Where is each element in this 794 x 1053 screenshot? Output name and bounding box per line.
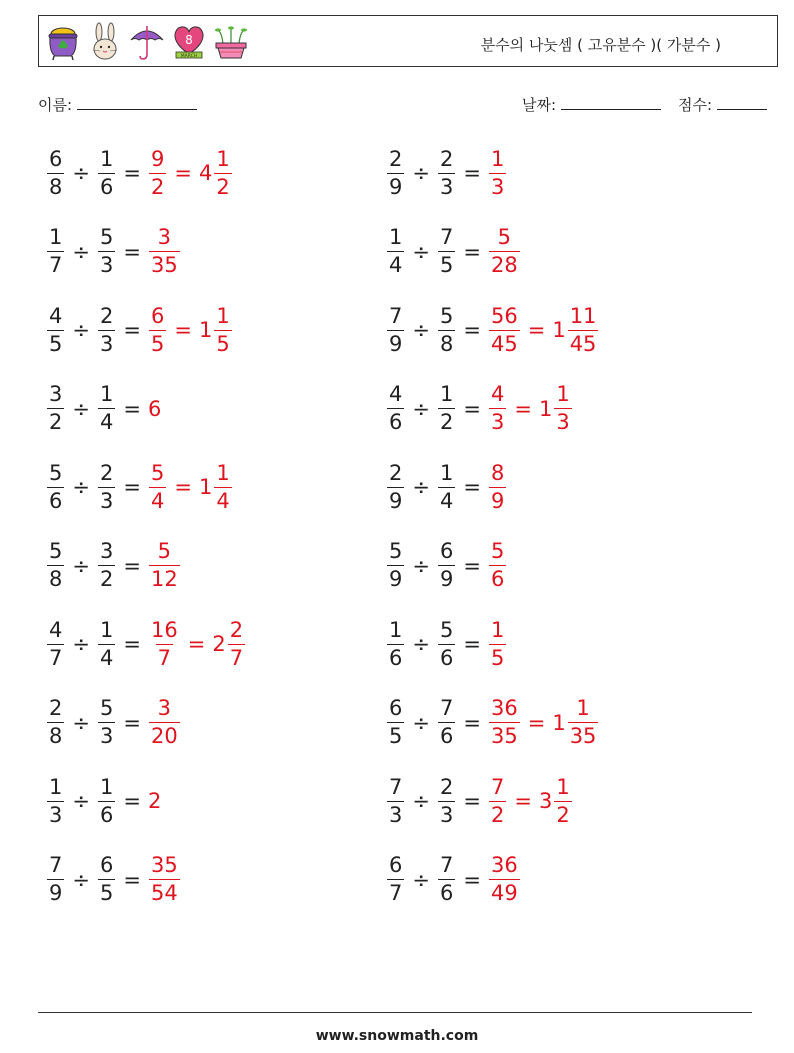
divide-sign: ÷ bbox=[412, 632, 430, 656]
answer-fraction-numerator: 9 bbox=[150, 146, 165, 171]
dividend-fraction bbox=[47, 146, 64, 199]
dividend-fraction-numerator: 1 bbox=[49, 225, 63, 249]
mixed-fraction-numerator: 1 bbox=[216, 146, 230, 171]
answer-fraction-denominator: 5 bbox=[490, 645, 505, 670]
header-icons bbox=[45, 22, 249, 62]
mixed-fraction-numerator: 1 bbox=[556, 382, 570, 406]
equals-sign: = bbox=[463, 475, 481, 499]
divide-sign: ÷ bbox=[412, 553, 430, 578]
divisor-fraction-denominator: 2 bbox=[99, 567, 114, 591]
equals-sign: = bbox=[123, 553, 141, 578]
bunny-icon bbox=[87, 22, 123, 62]
dividend-fraction-numerator: 3 bbox=[49, 382, 63, 406]
answer-fraction-denominator: 5 bbox=[150, 331, 165, 356]
divisor-fraction bbox=[98, 541, 115, 590]
problem-item bbox=[46, 692, 181, 754]
dividend-fraction-numerator: 2 bbox=[389, 146, 403, 171]
pot-of-gold-icon bbox=[45, 22, 81, 62]
answer-fraction-numerator: 6 bbox=[150, 303, 165, 328]
answer-fraction-numerator: 8 bbox=[490, 460, 505, 485]
answer-fraction bbox=[149, 227, 180, 276]
answer-fraction-numerator: 3 bbox=[157, 696, 172, 720]
answer-fraction-numerator: 16 bbox=[150, 617, 178, 642]
divisor-fraction-denominator: 6 bbox=[439, 724, 454, 748]
answer-fraction bbox=[489, 541, 506, 590]
dividend-fraction-denominator: 5 bbox=[389, 724, 403, 748]
mixed-whole: 1 bbox=[552, 318, 566, 342]
dividend-fraction-denominator: 3 bbox=[389, 802, 403, 827]
mixed-fraction-denominator: 4 bbox=[216, 488, 230, 513]
dividend-fraction-numerator: 2 bbox=[389, 460, 403, 485]
divisor-fraction-denominator: 6 bbox=[99, 174, 114, 199]
dividend-fraction bbox=[387, 855, 404, 904]
dividend-fraction-denominator: 8 bbox=[49, 174, 63, 199]
umbrella-icon bbox=[129, 22, 165, 62]
mixed-fraction-numerator: 1 bbox=[216, 303, 230, 328]
dividend-fraction bbox=[387, 303, 404, 356]
answer-fraction-numerator: 5 bbox=[497, 225, 512, 249]
answer-fraction bbox=[489, 460, 506, 513]
equals-sign: = bbox=[123, 161, 141, 185]
dividend-fraction bbox=[47, 774, 64, 827]
divide-sign: ÷ bbox=[72, 553, 90, 578]
divisor-fraction-denominator: 6 bbox=[439, 645, 454, 670]
answer-equals-sign: = bbox=[187, 632, 206, 656]
answer-fraction-denominator: 4 bbox=[150, 488, 165, 513]
dividend-fraction bbox=[47, 227, 64, 276]
divide-sign: ÷ bbox=[412, 239, 430, 264]
answer-fraction bbox=[149, 146, 166, 199]
divisor-fraction-denominator: 6 bbox=[439, 881, 454, 905]
dividend-fraction bbox=[387, 146, 404, 199]
divisor-fraction bbox=[98, 227, 115, 276]
divisor-fraction bbox=[98, 617, 115, 670]
answer-fraction-denominator: 2 bbox=[150, 174, 165, 199]
dividend-fraction-denominator: 9 bbox=[49, 881, 63, 905]
equals-sign: = bbox=[463, 789, 481, 813]
answer-fraction bbox=[149, 617, 180, 670]
answer-fraction-numerator: 3 bbox=[157, 225, 172, 249]
problem-item bbox=[386, 849, 521, 911]
dividend-fraction bbox=[47, 384, 64, 433]
divisor-fraction-numerator: 7 bbox=[439, 853, 454, 877]
answer-fraction-denominator: 7 bbox=[157, 645, 172, 670]
divide-sign: ÷ bbox=[412, 867, 430, 892]
divisor-fraction-numerator: 6 bbox=[439, 539, 454, 563]
divisor-fraction bbox=[98, 460, 115, 513]
equals-sign: = bbox=[463, 161, 481, 185]
divide-sign: ÷ bbox=[412, 710, 430, 735]
dividend-fraction bbox=[387, 698, 404, 747]
dividend-fraction-numerator: 7 bbox=[389, 303, 403, 328]
dividend-fraction-numerator: 5 bbox=[49, 539, 63, 563]
divide-sign: ÷ bbox=[72, 239, 90, 264]
answer-fraction bbox=[489, 227, 520, 276]
mixed-whole: 1 bbox=[552, 710, 566, 735]
problem-item bbox=[386, 692, 599, 754]
divisor-fraction-denominator: 8 bbox=[439, 331, 454, 356]
score-field bbox=[678, 94, 767, 115]
equals-sign: = bbox=[123, 239, 141, 264]
answer-fraction-denominator: 45 bbox=[490, 331, 518, 356]
divide-sign: ÷ bbox=[72, 475, 90, 499]
answer-fraction-numerator: 7 bbox=[490, 774, 505, 799]
score-label: 점수: bbox=[678, 96, 713, 114]
divisor-fraction bbox=[98, 774, 115, 827]
mixed-fraction bbox=[554, 384, 571, 433]
answer-fraction-denominator: 2 bbox=[490, 802, 505, 827]
problem-item bbox=[386, 456, 507, 518]
mixed-fraction bbox=[568, 303, 599, 356]
dividend-fraction-numerator: 1 bbox=[389, 617, 403, 642]
answer-fraction bbox=[489, 774, 506, 827]
divisor-fraction bbox=[98, 855, 115, 904]
mixed-fraction-denominator: 2 bbox=[216, 174, 230, 199]
equals-sign: = bbox=[123, 396, 141, 421]
mixed-fraction-denominator: 2 bbox=[556, 802, 570, 827]
divisor-fraction-denominator: 5 bbox=[439, 253, 454, 277]
equals-sign: = bbox=[123, 475, 141, 499]
divisor-fraction-numerator: 7 bbox=[439, 225, 454, 249]
mixed-fraction bbox=[228, 617, 245, 670]
divisor-fraction-denominator: 3 bbox=[99, 331, 114, 356]
divide-sign: ÷ bbox=[412, 161, 430, 185]
answer-fraction-numerator: 56 bbox=[490, 303, 518, 328]
divisor-fraction-denominator: 3 bbox=[439, 174, 454, 199]
answer-fraction bbox=[149, 460, 166, 513]
divide-sign: ÷ bbox=[72, 789, 90, 813]
answer-equals-sign: = bbox=[174, 475, 192, 499]
problem-item bbox=[46, 456, 233, 518]
answer-whole: 6 bbox=[147, 396, 162, 421]
dividend-fraction bbox=[387, 617, 404, 670]
header-box bbox=[38, 15, 778, 67]
dividend-fraction-numerator: 4 bbox=[49, 303, 63, 328]
equals-sign: = bbox=[463, 396, 481, 421]
problem-item bbox=[46, 535, 181, 597]
divisor-fraction-numerator: 1 bbox=[99, 146, 114, 171]
problem-item bbox=[386, 770, 573, 832]
mixed-whole: 1 bbox=[198, 475, 213, 499]
sprout-planter-icon bbox=[213, 22, 249, 62]
divisor-fraction-denominator: 3 bbox=[99, 724, 114, 748]
divisor-fraction-numerator: 1 bbox=[439, 460, 454, 485]
dividend-fraction-denominator: 6 bbox=[49, 488, 63, 513]
dividend-fraction bbox=[387, 384, 404, 433]
mixed-fraction bbox=[214, 146, 231, 199]
divisor-fraction-numerator: 7 bbox=[439, 696, 454, 720]
dividend-fraction bbox=[47, 698, 64, 747]
equals-sign: = bbox=[463, 239, 481, 264]
divisor-fraction bbox=[438, 227, 455, 276]
answer-fraction bbox=[149, 698, 180, 747]
answer-fraction-numerator: 36 bbox=[490, 853, 518, 877]
mixed-fraction bbox=[214, 460, 231, 513]
dividend-fraction-denominator: 7 bbox=[49, 645, 63, 670]
mixed-fraction-denominator: 7 bbox=[229, 645, 244, 670]
answer-fraction-denominator: 35 bbox=[490, 724, 518, 748]
dividend-fraction-denominator: 3 bbox=[49, 802, 63, 827]
divide-sign: ÷ bbox=[72, 632, 90, 656]
divide-sign: ÷ bbox=[72, 318, 90, 342]
dividend-fraction-denominator: 7 bbox=[389, 881, 403, 905]
page-title: 분수의 나눗셈 ( 고유분수 )( 가분수 ) bbox=[480, 36, 721, 54]
equals-sign: = bbox=[123, 867, 141, 892]
divide-sign: ÷ bbox=[72, 396, 90, 421]
divisor-fraction-numerator: 5 bbox=[439, 303, 454, 328]
divisor-fraction bbox=[438, 384, 455, 433]
divisor-fraction-numerator: 2 bbox=[99, 303, 114, 328]
divisor-fraction bbox=[438, 855, 455, 904]
answer-fraction bbox=[149, 541, 180, 590]
mixed-whole: 1 bbox=[538, 396, 553, 421]
divisor-fraction-numerator: 2 bbox=[439, 774, 454, 799]
problem-item bbox=[46, 299, 233, 361]
answer-equals-sign: = bbox=[527, 710, 546, 735]
divisor-fraction bbox=[438, 146, 455, 199]
mixed-fraction-numerator: 1 bbox=[556, 774, 570, 799]
dividend-fraction-denominator: 8 bbox=[49, 724, 63, 748]
dividend-fraction bbox=[47, 303, 64, 356]
divisor-fraction bbox=[98, 146, 115, 199]
mixed-fraction bbox=[214, 303, 231, 356]
divisor-fraction-numerator: 6 bbox=[99, 853, 114, 877]
answer-fraction bbox=[149, 303, 166, 356]
divisor-fraction-numerator: 2 bbox=[99, 460, 114, 485]
divisor-fraction bbox=[438, 460, 455, 513]
divisor-fraction bbox=[438, 617, 455, 670]
answer-fraction-denominator: 3 bbox=[490, 410, 505, 434]
answer-fraction bbox=[489, 384, 506, 433]
problem-item bbox=[386, 299, 599, 361]
divide-sign: ÷ bbox=[72, 867, 90, 892]
dividend-fraction-denominator: 9 bbox=[389, 488, 403, 513]
dividend-fraction-numerator: 6 bbox=[389, 696, 403, 720]
dividend-fraction-denominator: 9 bbox=[389, 331, 403, 356]
divisor-fraction bbox=[438, 303, 455, 356]
dividend-fraction-numerator: 5 bbox=[49, 460, 63, 485]
dividend-fraction-denominator: 2 bbox=[49, 410, 63, 434]
divisor-fraction-numerator: 5 bbox=[439, 617, 454, 642]
answer-whole: 2 bbox=[147, 789, 162, 813]
problem-item bbox=[386, 142, 507, 204]
name-label: 이름: bbox=[38, 96, 73, 114]
answer-fraction bbox=[489, 617, 506, 670]
answer-fraction-numerator: 5 bbox=[150, 460, 165, 485]
divide-sign: ÷ bbox=[72, 161, 90, 185]
answer-fraction-numerator: 1 bbox=[490, 146, 505, 171]
divide-sign: ÷ bbox=[412, 789, 430, 813]
divisor-fraction-denominator: 5 bbox=[99, 881, 114, 905]
divisor-fraction-numerator: 5 bbox=[99, 225, 114, 249]
date-field bbox=[522, 94, 661, 115]
dividend-fraction-denominator: 9 bbox=[389, 174, 403, 199]
mixed-fraction bbox=[568, 698, 599, 747]
dividend-fraction-denominator: 9 bbox=[389, 567, 403, 591]
divisor-fraction-numerator: 3 bbox=[99, 539, 114, 563]
dividend-fraction bbox=[47, 855, 64, 904]
dividend-fraction-denominator: 6 bbox=[389, 645, 403, 670]
mixed-whole: 3 bbox=[538, 789, 553, 813]
svg-text:8: 8 bbox=[185, 33, 193, 47]
mixed-fraction bbox=[554, 774, 571, 827]
answer-fraction-denominator: 9 bbox=[490, 488, 505, 513]
divisor-fraction-denominator: 2 bbox=[439, 410, 454, 434]
dividend-fraction bbox=[387, 460, 404, 513]
name-field bbox=[38, 94, 197, 115]
mixed-fraction-numerator: 2 bbox=[229, 617, 244, 642]
divisor-fraction-denominator: 9 bbox=[439, 567, 454, 591]
svg-text:MARCH: MARCH bbox=[180, 54, 198, 59]
problem-item bbox=[386, 535, 507, 597]
divisor-fraction bbox=[98, 384, 115, 433]
divisor-fraction bbox=[438, 774, 455, 827]
answer-fraction bbox=[149, 855, 180, 904]
divisor-fraction bbox=[98, 303, 115, 356]
answer-equals-sign: = bbox=[514, 789, 532, 813]
dividend-fraction bbox=[387, 774, 404, 827]
problem-item bbox=[386, 221, 521, 283]
divide-sign: ÷ bbox=[412, 475, 430, 499]
dividend-fraction-numerator: 1 bbox=[389, 225, 403, 249]
divide-sign: ÷ bbox=[72, 710, 90, 735]
dividend-fraction-numerator: 4 bbox=[49, 617, 63, 642]
name-blank[interactable] bbox=[77, 95, 197, 110]
divisor-fraction-denominator: 3 bbox=[439, 802, 454, 827]
divisor-fraction bbox=[98, 698, 115, 747]
dividend-fraction-numerator: 7 bbox=[49, 853, 63, 877]
date-label: 날짜: bbox=[522, 96, 557, 114]
divisor-fraction-numerator: 1 bbox=[439, 382, 454, 406]
footer-url: www.snowmath.com bbox=[315, 1028, 479, 1044]
answer-fraction-denominator: 54 bbox=[150, 881, 178, 905]
answer-fraction-denominator: 3 bbox=[490, 174, 505, 199]
answer-fraction-numerator: 36 bbox=[490, 696, 518, 720]
answer-fraction-numerator: 5 bbox=[157, 539, 172, 563]
equals-sign: = bbox=[463, 867, 481, 892]
mixed-fraction-numerator: 11 bbox=[569, 303, 597, 328]
dividend-fraction bbox=[47, 617, 64, 670]
dividend-fraction-denominator: 8 bbox=[49, 567, 63, 591]
dividend-fraction-numerator: 7 bbox=[389, 774, 403, 799]
date-blank[interactable] bbox=[561, 95, 661, 110]
answer-fraction-numerator: 4 bbox=[490, 382, 505, 406]
equals-sign: = bbox=[463, 553, 481, 578]
divisor-fraction-denominator: 4 bbox=[99, 645, 114, 670]
divisor-fraction-denominator: 3 bbox=[99, 488, 114, 513]
divide-sign: ÷ bbox=[412, 396, 430, 421]
answer-fraction bbox=[489, 146, 506, 199]
equals-sign: = bbox=[123, 632, 141, 656]
equals-sign: = bbox=[123, 789, 141, 813]
divisor-fraction bbox=[438, 698, 455, 747]
answer-fraction-numerator: 35 bbox=[150, 853, 178, 877]
problem-item bbox=[46, 142, 233, 204]
score-blank[interactable] bbox=[717, 95, 767, 110]
equals-sign: = bbox=[463, 318, 481, 342]
divisor-fraction-numerator: 2 bbox=[439, 146, 454, 171]
problem-item bbox=[46, 613, 246, 675]
answer-equals-sign: = bbox=[527, 318, 546, 342]
dividend-fraction-denominator: 5 bbox=[49, 331, 63, 356]
dividend-fraction-denominator: 6 bbox=[389, 410, 403, 434]
equals-sign: = bbox=[463, 710, 481, 735]
equals-sign: = bbox=[123, 710, 141, 735]
mixed-fraction-denominator: 45 bbox=[569, 331, 597, 356]
answer-fraction-denominator: 20 bbox=[150, 724, 178, 748]
dividend-fraction bbox=[387, 227, 404, 276]
dividend-fraction-denominator: 4 bbox=[389, 253, 403, 277]
dividend-fraction-numerator: 6 bbox=[49, 146, 63, 171]
dividend-fraction-numerator: 2 bbox=[49, 696, 63, 720]
divisor-fraction-denominator: 4 bbox=[439, 488, 454, 513]
dividend-fraction-numerator: 5 bbox=[389, 539, 403, 563]
answer-fraction bbox=[489, 303, 520, 356]
answer-fraction bbox=[489, 698, 520, 747]
heart-march-8-icon bbox=[171, 22, 207, 62]
divide-sign: ÷ bbox=[412, 318, 430, 342]
answer-equals-sign: = bbox=[174, 161, 192, 185]
answer-fraction-numerator: 1 bbox=[490, 617, 505, 642]
mixed-fraction-numerator: 1 bbox=[576, 696, 590, 720]
mixed-fraction-numerator: 1 bbox=[216, 460, 230, 485]
divisor-fraction-numerator: 1 bbox=[99, 617, 114, 642]
divisor-fraction-numerator: 1 bbox=[99, 774, 114, 799]
mixed-whole: 4 bbox=[198, 161, 213, 185]
dividend-fraction bbox=[47, 460, 64, 513]
equals-sign: = bbox=[463, 632, 481, 656]
problem-item bbox=[386, 378, 573, 440]
answer-equals-sign: = bbox=[514, 396, 532, 421]
answer-fraction-denominator: 6 bbox=[490, 567, 505, 591]
footer-divider bbox=[38, 1012, 752, 1013]
dividend-fraction bbox=[387, 541, 404, 590]
answer-fraction-denominator: 28 bbox=[490, 253, 518, 277]
divisor-fraction-numerator: 1 bbox=[99, 382, 114, 406]
divisor-fraction-denominator: 6 bbox=[99, 802, 114, 827]
answer-equals-sign: = bbox=[174, 318, 192, 342]
mixed-fraction-denominator: 5 bbox=[216, 331, 230, 356]
problem-item bbox=[386, 613, 507, 675]
problem-item bbox=[46, 378, 161, 440]
dividend-fraction-numerator: 6 bbox=[389, 853, 403, 877]
answer-fraction-denominator: 49 bbox=[490, 881, 518, 905]
dividend-fraction-denominator: 7 bbox=[49, 253, 63, 277]
mixed-fraction-denominator: 35 bbox=[569, 724, 597, 748]
problem-item bbox=[46, 221, 181, 283]
dividend-fraction bbox=[47, 541, 64, 590]
answer-fraction-denominator: 12 bbox=[150, 567, 178, 591]
divisor-fraction-denominator: 4 bbox=[99, 410, 114, 434]
dividend-fraction-numerator: 1 bbox=[49, 774, 63, 799]
problem-item bbox=[46, 770, 161, 832]
answer-fraction-numerator: 5 bbox=[490, 539, 505, 563]
problem-item bbox=[46, 849, 181, 911]
equals-sign: = bbox=[123, 318, 141, 342]
mixed-whole: 2 bbox=[212, 632, 226, 656]
divisor-fraction-denominator: 3 bbox=[99, 253, 114, 277]
dividend-fraction-numerator: 4 bbox=[389, 382, 403, 406]
answer-fraction-denominator: 35 bbox=[150, 253, 178, 277]
mixed-fraction-denominator: 3 bbox=[556, 410, 570, 434]
divisor-fraction bbox=[438, 541, 455, 590]
mixed-whole: 1 bbox=[198, 318, 213, 342]
answer-fraction bbox=[489, 855, 520, 904]
divisor-fraction-numerator: 5 bbox=[99, 696, 114, 720]
